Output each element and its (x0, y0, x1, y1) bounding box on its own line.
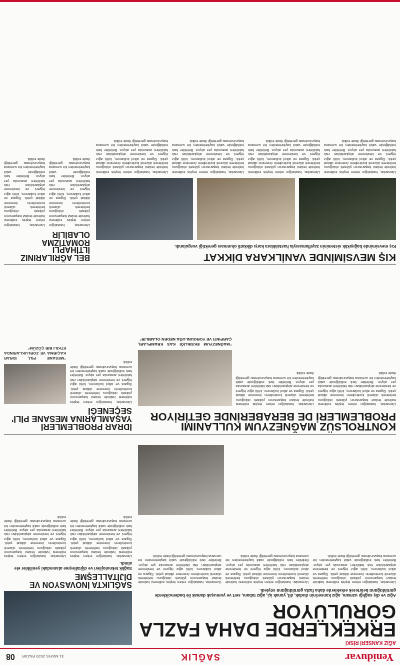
story-headline: İDRAR PROBLEMLERİ YAŞAMLARINA MESANE PİLİ' SEÇENEĞİ (11, 405, 132, 432)
story-headline: KONTROLSÜZ MAĞNEZYUM KULLANIMI PROBLEMLERİ DE BERABERİNDE GETİRİYOR (150, 409, 396, 432)
story-headline: SAĞLIKTA İNOVASYON VE DİJİTALLEŞME (29, 572, 132, 589)
body-column: Uzmanlar, hastalığın erken teşhis edilmesi halinde tedavi başarısının yüksek olduğunu belirterek düzenli kontrollerin önemine dikkat çekti. Sigara ve alkol kullanımı, kötü ağız hijyeni ve beslenme alışkanlıkları risk faktörleri arasında yer alıyor. Belirtiler fark edildiğinde vakit kaybetmeden bir uzmana başvurulması gerektiği ifade edildi. (225, 554, 309, 585)
body-column: Uzmanlar, hastalığın erken teşhis edilmesi halinde tedavi başarısının yüksek olduğunu belirterek düzenli kontrollerin önemine dikkat çekti. Sigara ve alkol kullanımı, kötü ağız hijyeni ve beslenme alışkanlıkları risk faktörleri arasında yer alıyor. Belirtiler fark edildiğinde vakit kaybetmeden bir uzmana başvurulması gerektiği ifade edildi. (324, 138, 396, 174)
body-column: Uzmanlar, hastalığın erken teşhis edilmesi halinde tedavi başarısının yüksek olduğunu belirterek düzenli kontrollerin önemine dikkat çekti. Sigara ve alkol kullanımı, kötü ağız hijyeni ve beslenme alışkanlıkları risk faktörleri arasında yer alıyor. Belirtiler fark edildiğinde vakit kaybetmeden bir uzmana başvurulması gerektiği ifade edildi. (70, 514, 132, 559)
section-title: SAĞLIK (180, 652, 221, 662)
portrait-photo (4, 364, 66, 404)
body-column: Uzmanlar, hastalığın erken teşhis edilmesi halinde tedavi başarısının yüksek olduğunu belirterek düzenli kontrollerin önemine dikkat çekti. Sigara ve alkol kullanımı, kötü ağız hijyeni ve beslenme alışkanlıkları risk faktörleri arasında yer alıyor. Belirtiler fark edildiğinde vakit kaybetmeden bir uzmana başvurulması gerektiği ifade edildi. (4, 156, 45, 227)
event-photo (4, 591, 132, 645)
body-column: Uzmanlar, hastalığın erken teşhis edilmesi halinde tedavi başarısının yüksek olduğunu belirterek düzenli kontrollerin önemine dikkat çekti. Sigara ve alkol kullanımı, kötü ağız hijyeni ve beslenme alışkanlıkları risk faktörleri arasında yer alıyor. Belirtiler fark edildiğinde vakit kaybetmeden bir uzmana başvurulması gerektiği ifade edildi. (96, 138, 168, 174)
body-column: Uzmanlar, hastalığın erken teşhis edilmesi halinde tedavi başarısının yüksek olduğunu belirterek düzenli kontrollerin önemine dikkat çekti. Sigara ve alkol kullanımı, kötü ağız hijyeni ve beslenme alışkanlıkları risk faktörleri arasında yer alıyor. Belirtiler fark edildiğinde vakit kaybetmeden bir uzmana başvurulması gerektiği ifade edildi. (317, 371, 396, 407)
bottom-rule (0, 0, 400, 2)
newspaper-logo: Yeniduvar (345, 651, 394, 663)
story-photo (96, 178, 193, 240)
story-body (138, 256, 396, 406)
quote-column (138, 256, 232, 406)
story-body (96, 0, 396, 174)
body-column: Uzmanlar, hastalığın erken teşhis edilmesi halinde tedavi başarısının yüksek olduğunu belirterek düzenli kontrollerin önemine dikkat çekti. Sigara ve alkol kullanımı, kötü ağız hijyeni ve beslenme alışkanlıkları risk faktörleri arasında yer alıyor. Belirtiler fark edildiğinde vakit kaybetmeden bir uzmana başvurulması gerektiği ifade edildi. (138, 554, 222, 585)
photo-strip (96, 178, 396, 240)
pull-quote: "MESANE PİLİ, İDRAR KAÇIRMA VE ZORLUKLARINDA ETKİLİ BİR ÇÖZÜM" (4, 345, 66, 361)
story-headline: KIŞ MEVSİMİNDE VANİLKARA DİKKAT (203, 251, 396, 263)
body-column: Uzmanlar, hastalığın erken teşhis edilmesi halinde tedavi başarısının yüksek olduğunu belirterek düzenli kontrollerin önemine dikkat çekti. Sigara ve alkol kullanımı, kötü ağız hijyeni ve beslenme alışkanlıkları risk faktörleri arasında yer alıyor. Belirtiler fark edildiğinde vakit kaybetmeden bir uzmana başvurulması gerektiği ifade edildi. (4, 514, 66, 559)
story-winter (96, 0, 396, 261)
body-column: Uzmanlar, hastalığın erken teşhis edilmesi halinde tedavi başarısının yüksek olduğunu belirterek düzenli kontrollerin önemine dikkat çekti. Sigara ve alkol kullanımı, kötü ağız hijyeni ve beslenme alışkanlıkları risk faktörleri arasında yer alıyor. Belirtiler fark edildiğinde vakit kaybetmeden bir uzmana başvurulması gerektiği ifade edildi. (312, 554, 396, 585)
quote-column (4, 254, 66, 404)
body-column: Uzmanlar, hastalığın erken teşhis edilmesi halinde tedavi başarısının yüksek olduğunu belirterek düzenli kontrollerin önemine dikkat çekti. Sigara ve alkol kullanımı, kötü ağız hijyeni ve beslenme alışkanlıkları risk faktörleri arasında yer alıyor. Belirtiler fark edildiğinde vakit kaybetmeden bir uzmana başvurulması gerektiği ifade edildi. (248, 138, 320, 174)
section-divider (4, 264, 396, 265)
body-column: Uzmanlar, hastalığın erken teşhis edilmesi halinde tedavi başarısının yüksek olduğunu belirterek düzenli kontrollerin önemine dikkat çekti. Sigara ve alkol kullanımı, kötü ağız hijyeni ve beslenme alışkanlıkları risk faktörleri arasında yer alıyor. Belirtiler fark edildiğinde vakit kaybetmeden bir uzmana başvurulması gerektiği ifade edildi. (235, 371, 314, 407)
story-photo (138, 445, 224, 515)
story-kicker: AĞIZ KANSERİ RİSKİ (345, 639, 396, 645)
story-body (4, 254, 132, 404)
story-bladder (4, 254, 132, 431)
section-divider (4, 434, 396, 435)
story-body (4, 0, 90, 227)
story-photo (299, 178, 396, 240)
story-lead: Sağlık teknolojileri ve dijitalleşme alanındaki yenilikler ele alındı. (14, 560, 132, 571)
body-column: Uzmanlar, hastalığın erken teşhis edilmesi halinde tedavi başarısının yüksek olduğunu belirterek düzenli kontrollerin önemine dikkat çekti. Sigara ve alkol kullanımı, kötü ağız hijyeni ve beslenme alışkanlıkları risk faktörleri arasında yer alıyor. Belirtiler fark edildiğinde vakit kaybetmeden bir uzmana başvurulması gerektiği ifade edildi. (49, 156, 90, 227)
issue-date: 31 MAYIS 2020 PAZAR (22, 654, 64, 660)
page-number: 08 (6, 652, 15, 662)
story-magnesium (138, 256, 396, 431)
story-back-pain (4, 0, 90, 261)
portrait-photo (138, 350, 232, 406)
story-innovation (4, 438, 132, 645)
pull-quote: "MAĞNEZYUM EKSİKLİĞİ KAS KRAMPLARI, ÇARPINTI VE YORGUNLUĞA NEDEN OLABİLİR" (138, 337, 232, 348)
story-photo (197, 178, 294, 240)
story-headline: BEL AĞRILARINIZ İLTİHAPLI ROMATİZMA OLABİLİR (20, 230, 90, 262)
story-lead: Kış mevsiminde bağışıklık sisteminin zayıflamasıyla hastalıklara karşı dikkatli olunması gerektiği vurgulandı. (174, 244, 396, 250)
story-body (4, 438, 132, 558)
body-column: Uzmanlar, hastalığın erken teşhis edilmesi halinde tedavi başarısının yüksek olduğunu belirterek düzenli kontrollerin önemine dikkat çekti. Sigara ve alkol kullanımı, kötü ağız hijyeni ve beslenme alışkanlıkları risk faktörleri arasında yer alıyor. Belirtiler fark edildiğinde vakit kaybetmeden bir uzmana başvurulması gerektiği ifade edildi. (172, 138, 244, 174)
body-column: Uzmanlar, hastalığın erken teşhis edilmesi halinde tedavi başarısının yüksek olduğunu belirterek düzenli kontrollerin önemine dikkat çekti. Sigara ve alkol kullanımı, kötü ağız hijyeni ve beslenme alışkanlıkları risk faktörleri arasında yer alıyor. Belirtiler fark edildiğinde vakit kaybetmeden bir uzmana başvurulması gerektiği ifade edildi. (70, 360, 132, 404)
story-lead: Ağız ve diş sağlığı uzmanı, ağız kanserinin dudak, dil, yanak içi, ağız tabanı, sert ve yumuşak damak ile bademciklerde görüldüğünü belirterek erkeklerde daha fazla görüldüğünü söyledi. (154, 587, 396, 598)
masthead (0, 648, 400, 665)
story-headline: ERKEKLERDE DAHA FAZLA GÖRÜLÜYOR (139, 599, 396, 639)
